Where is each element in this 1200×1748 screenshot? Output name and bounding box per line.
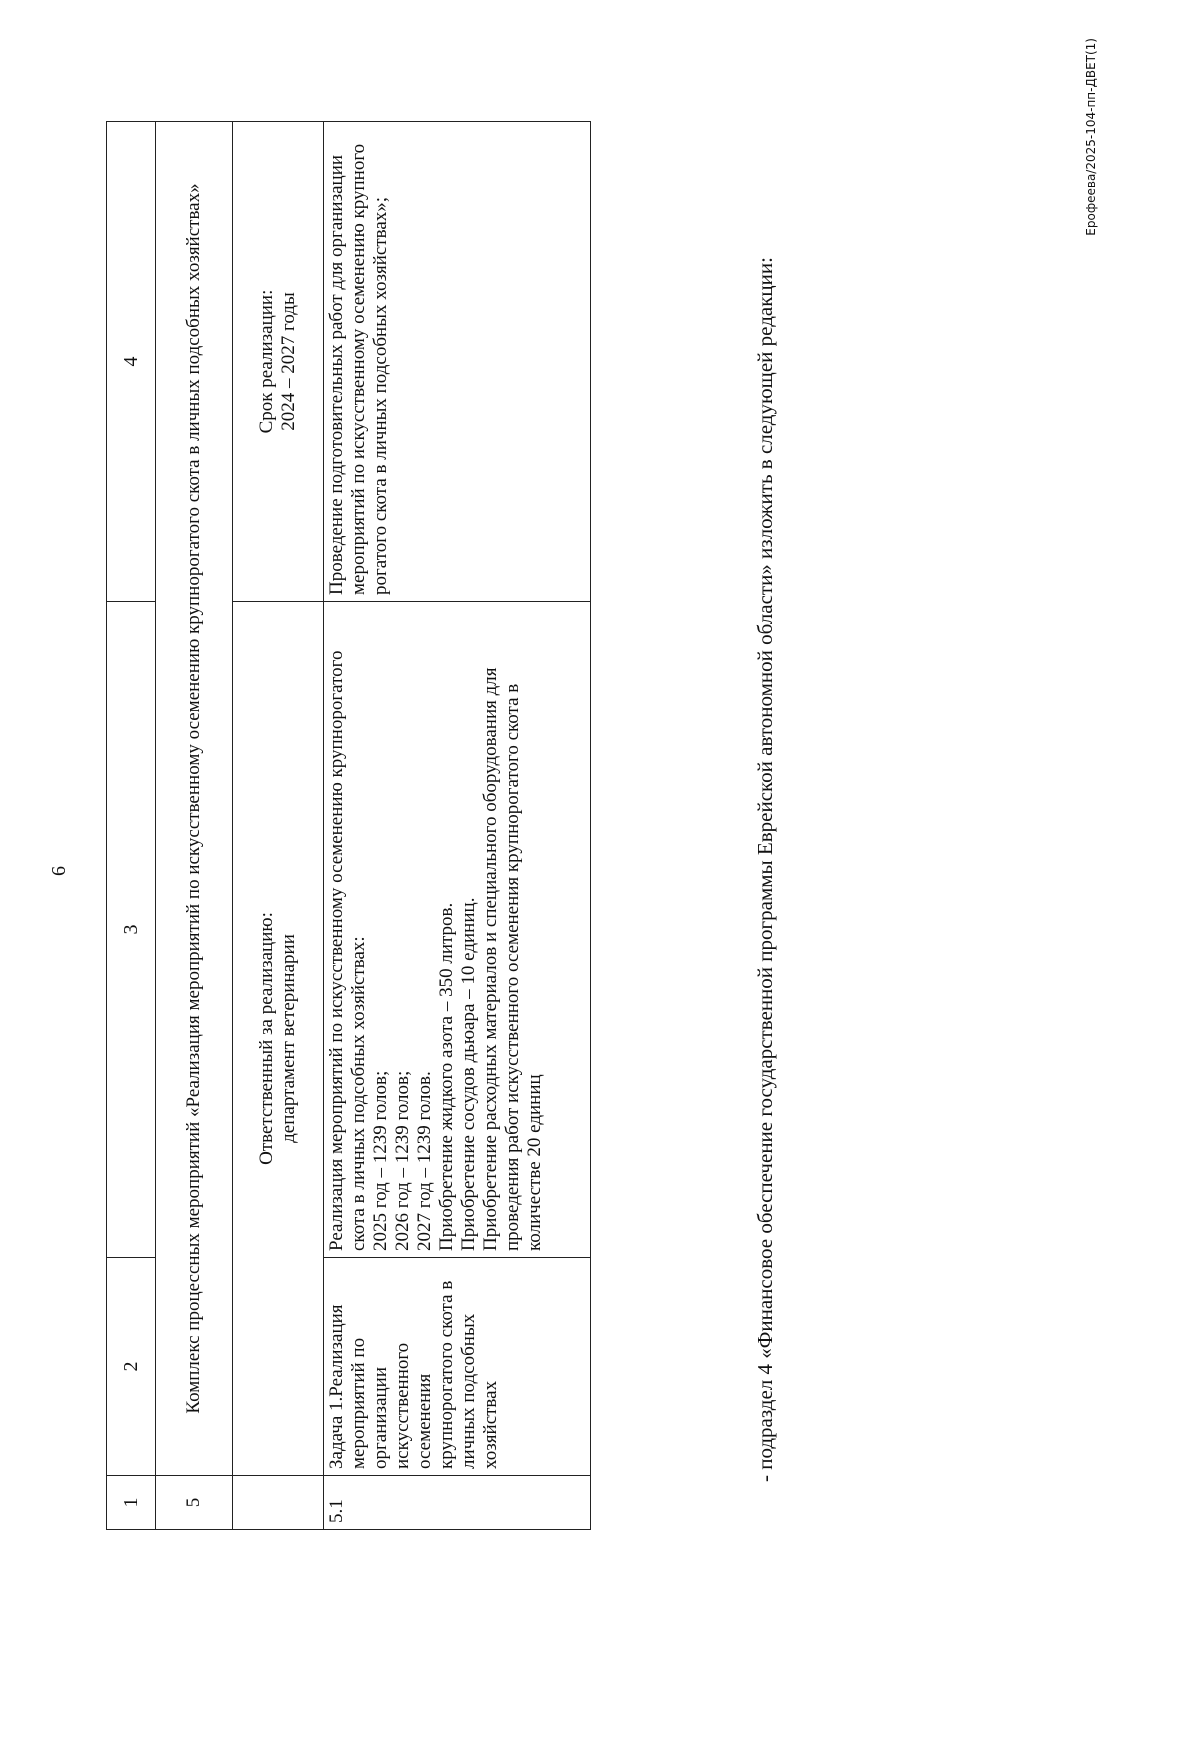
- responsible-label: Ответственный за реализацию: департамент ветеринарии: [233, 602, 324, 1476]
- header-col-3: 3: [107, 602, 156, 1258]
- task-name: Задача 1.Реализация мероприятий по организации искусственного осеменения крупнорогатого скота в личных подсобных хозяйствах: [324, 1258, 591, 1476]
- task-description: Реализация мероприятий по искусственному осеменению крупнорогатого скота в личных подсобных хозяйствах: 2025 год – 1239 голов; 2026 год – 1239 голов; 2027 год – 1239 голов. Приобретение жидкого азота – 350 литров. Приобретение сосудов дьюара – 10 единиц. Приобретение расходных материалов и специального оборудования для проведения работ искусственного осеменения крупнорогатого скота в количестве 20 единиц: [324, 602, 591, 1258]
- document-code: Ерофеева/2025-104-пп-ДВЕТ(1): [1084, 38, 1098, 236]
- table-header-row: [107, 122, 156, 1530]
- task-row: [324, 122, 591, 1530]
- program-table: [106, 121, 591, 1530]
- term-label: Срок реализации: 2024 – 2027 годы: [233, 122, 324, 602]
- section-number: 5: [156, 1476, 233, 1530]
- task-number: 5.1: [324, 1476, 591, 1530]
- responsible-row: [233, 122, 324, 1530]
- task-result: Проведение подготовительных работ для организации мероприятий по искусственному осеменению крупного рогатого скота в личных подсобных хозяйствах»;: [324, 122, 591, 602]
- header-col-1: 1: [107, 1476, 156, 1530]
- footer-paragraph: - подраздел 4 «Финансовое обеспечение государственной программы Еврейской автономной области» изложить в следующей редакции:: [753, 257, 777, 1482]
- page-number: 6: [48, 866, 70, 876]
- section-row: [156, 122, 233, 1530]
- header-col-2: 2: [107, 1258, 156, 1476]
- responsible-empty-cell: [233, 1476, 324, 1530]
- header-col-4: 4: [107, 122, 156, 602]
- section-title: Комплекс процессных мероприятий «Реализация мероприятий по искусственному осеменению крупнорогатого скота в личных подсобных хозяйствах»: [156, 122, 233, 1476]
